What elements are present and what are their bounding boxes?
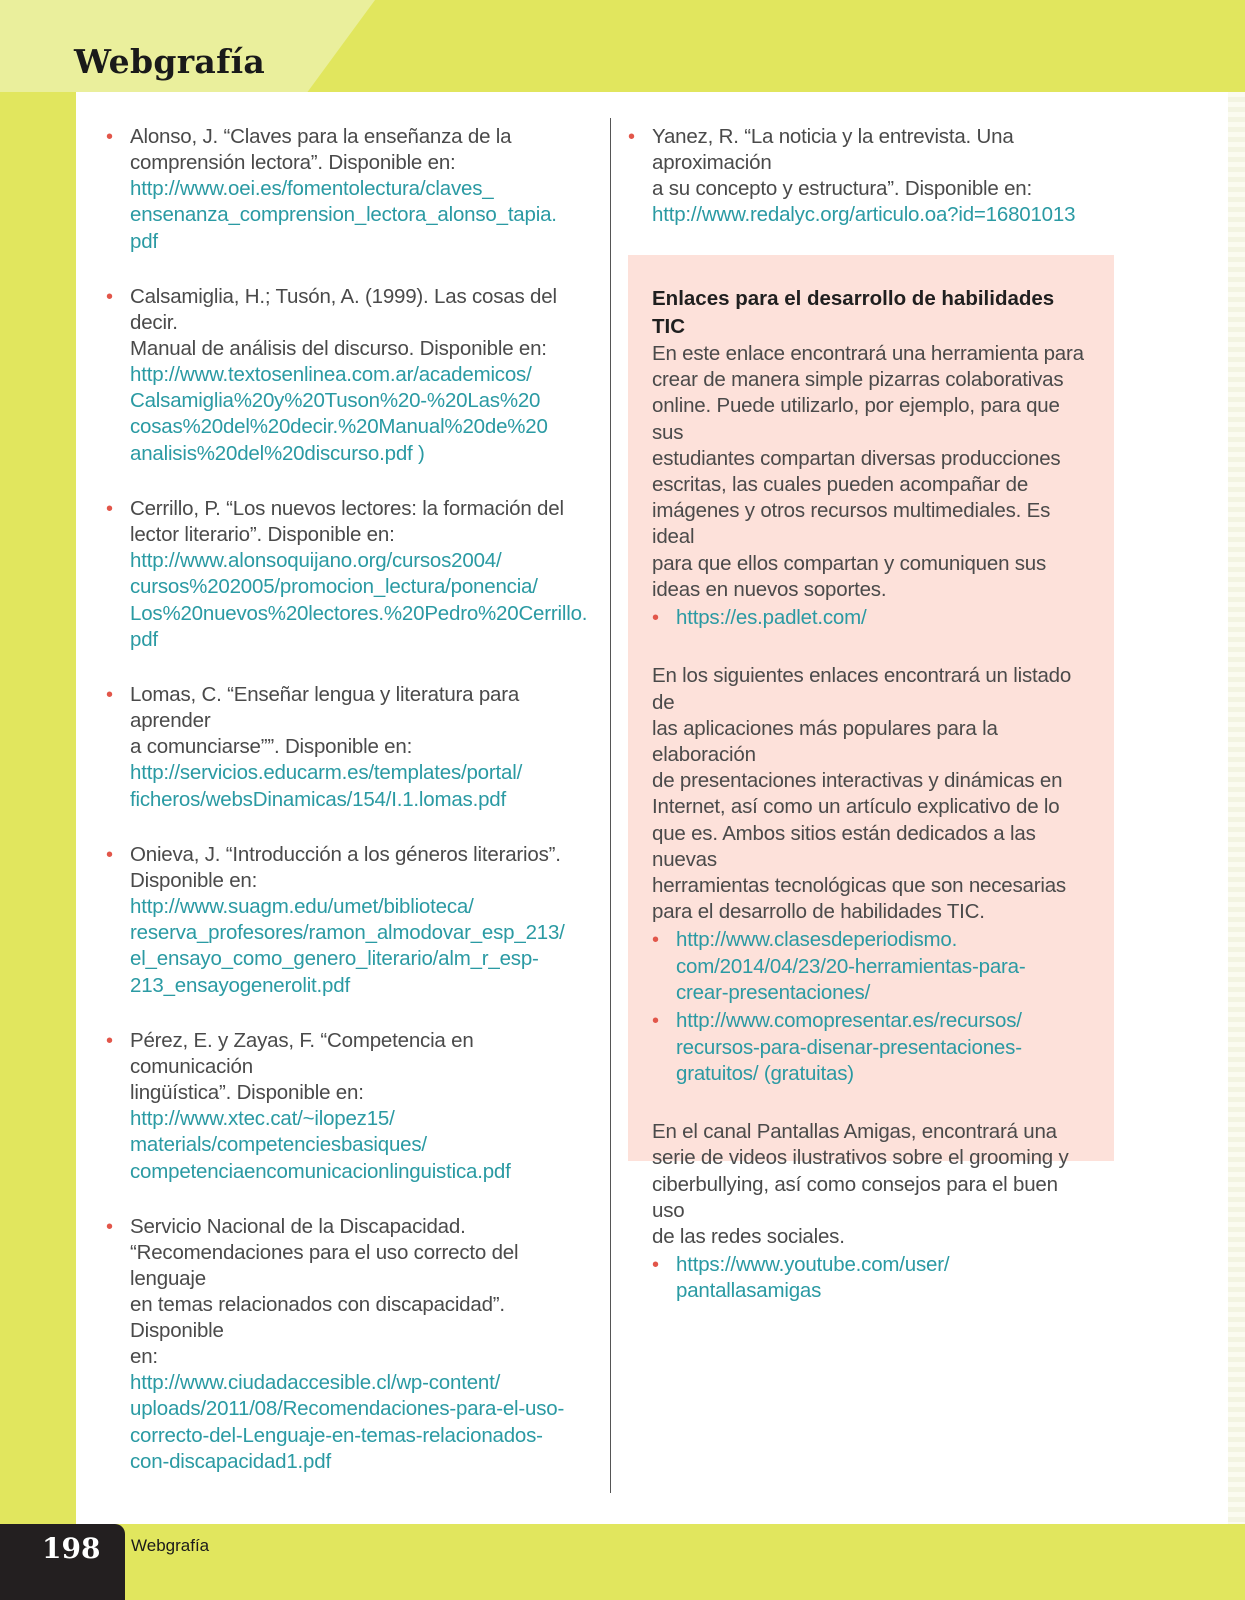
left-column (106, 124, 596, 1504)
tic-paragraph-presentations: En los siguientes enlaces encontrará un listado de las aplicaciones más populares para la elaboración de presentaciones interactivas y dinámicas en Internet, así como un artículo explicativo de lo que es. Ambos sitios están dedicados a las nuevas herramientas tecnológicas que son necesarias para el desarrollo de habilidades TIC. (652, 664, 1072, 924)
reference-link[interactable]: http://www.oei.es/fomentolectura/claves_ ensenanza_comprension_lectora_alonso_tapia. pdf (130, 177, 557, 253)
reference-citation: • Servicio Nacional de la Discapacidad. “Recomendaciones para el uso correcto del lenguaje en temas relacionados con discapacidad”. Disponible en: (130, 1214, 519, 1368)
footer-label: Webgrafía (131, 1536, 210, 1555)
reference-item (106, 496, 596, 653)
tic-link-list (652, 927, 1090, 1087)
page-title: Webgrafía (74, 42, 266, 81)
reference-link[interactable]: http://www.ciudadaccesible.cl/wp-content/ uploads/2011/08/Recomendaciones-para-el-uso- correcto-del-Lenguaje-en-temas-relacionados- con-discapacidad1.pdf (130, 1370, 565, 1473)
reference-link[interactable]: http://www.alonsoquijano.org/cursos2004/ cursos%202005/promocion_lectura/ponencia/ Los%20nuevos%20lectores.%20Pedro%20Cerrillo. pdf (130, 549, 588, 651)
left-margin-band (0, 92, 76, 1524)
tic-link[interactable]: • https://www.youtube.com/user/ pantallasamigas (676, 1253, 950, 1303)
reference-citation: • Cerrillo, P. “Los nuevos lectores: la formación del lector literario”. Disponible en: (130, 497, 564, 547)
reference-link[interactable]: http://www.textosenlinea.com.ar/academicos/ Calsamiglia%20y%20Tuson%20-%20Las%20 cosas%20del%20decir.%20Manual%20de%20 analisis%20del%20discurso.pdf ) (130, 362, 548, 465)
reference-link[interactable]: http://servicios.educarm.es/templates/portal/ ficheros/websDinamicas/154/I.1.lomas.pdf (130, 761, 523, 811)
reference-item (106, 682, 596, 813)
reference-item (106, 1028, 596, 1185)
page-number: 198 (42, 1532, 101, 1565)
tic-link[interactable]: • https://es.padlet.com/ (676, 606, 867, 630)
reference-citation: • Calsamiglia, H.; Tusón, A. (1999). Las cosas del decir. Manual de análisis del discurso. Disponible en: (130, 284, 557, 360)
reference-item (106, 284, 596, 467)
tic-link[interactable]: • http://www.comopresentar.es/recursos/ recursos-para-disenar-presentaciones- gratuitos/ (gratuitas) (676, 1009, 1022, 1085)
tic-box-heading: Enlaces para el desarrollo de habilidades TIC (652, 287, 1055, 338)
tic-link-list (652, 605, 1090, 631)
reference-link[interactable]: http://www.xtec.cat/~ilopez15/ materials/competenciesbasiques/ competenciaencomunicacionlinguistica.pdf (130, 1107, 511, 1183)
tic-link-list (652, 1252, 1090, 1305)
tic-paragraph-padlet: En este enlace encontrará una herramienta para crear de manera simple pizarras colaborativas online. Puede utilizarlo, por ejemplo, para que sus estudiantes compartan diversas producciones escritas, las cuales pueden acompañar de imágenes y otros recursos multimediales. Es ideal para que ellos compartan y comuniquen sus ideas en nuevos soportes. (652, 342, 1084, 601)
reference-citation: • Pérez, E. y Zayas, F. “Competencia en comunicación lingüística”. Disponible en: (130, 1029, 474, 1105)
tic-link[interactable]: • http://www.clasesdeperiodismo. com/2014/04/23/20-herramientas-para- crear-presentaciones/ (676, 928, 1026, 1004)
right-column (628, 124, 1118, 257)
reference-citation: • Yanez, R. “La noticia y la entrevista. Una aproximación a su concepto y estructura”. Disponible en: (652, 125, 1032, 200)
tic-link-item (652, 1252, 1090, 1305)
reference-citation: • Lomas, C. “Enseñar lengua y literatura para aprender a comunciarse””. Disponible en: (130, 683, 520, 759)
tic-paragraph-pantallas: En el canal Pantallas Amigas, encontrará una serie de videos ilustrativos sobre el grooming y ciberbullying, así como consejos para el buen uso de las redes sociales. (652, 1120, 1069, 1248)
tic-link-item (652, 605, 1090, 631)
reference-item (106, 124, 596, 255)
tic-links-box (628, 255, 1114, 1303)
reference-citation: • Alonso, J. “Claves para la enseñanza de la comprensión lectora”. Disponible en: (130, 125, 512, 174)
reference-item (106, 1214, 596, 1475)
reference-list (106, 124, 596, 1475)
reference-link[interactable]: http://www.suagm.edu/umet/biblioteca/ reserva_profesores/ramon_almodovar_esp_213/ el_ensayo_como_genero_literario/alm_r_esp- 213_ensayogenerolit.pdf (130, 894, 565, 997)
reference-citation: • Onieva, J. “Introducción a los géneros literarios”. Disponible en: (130, 842, 561, 892)
column-divider (610, 118, 611, 1493)
right-edge-stripe (1228, 92, 1245, 1524)
tic-link-item (652, 927, 1090, 1006)
reference-item (628, 124, 1118, 228)
reference-item (106, 842, 596, 999)
tic-link-item (652, 1008, 1090, 1087)
reference-list (628, 124, 1118, 228)
reference-link[interactable]: http://www.redalyc.org/articulo.oa?id=16801013 (652, 203, 1076, 226)
